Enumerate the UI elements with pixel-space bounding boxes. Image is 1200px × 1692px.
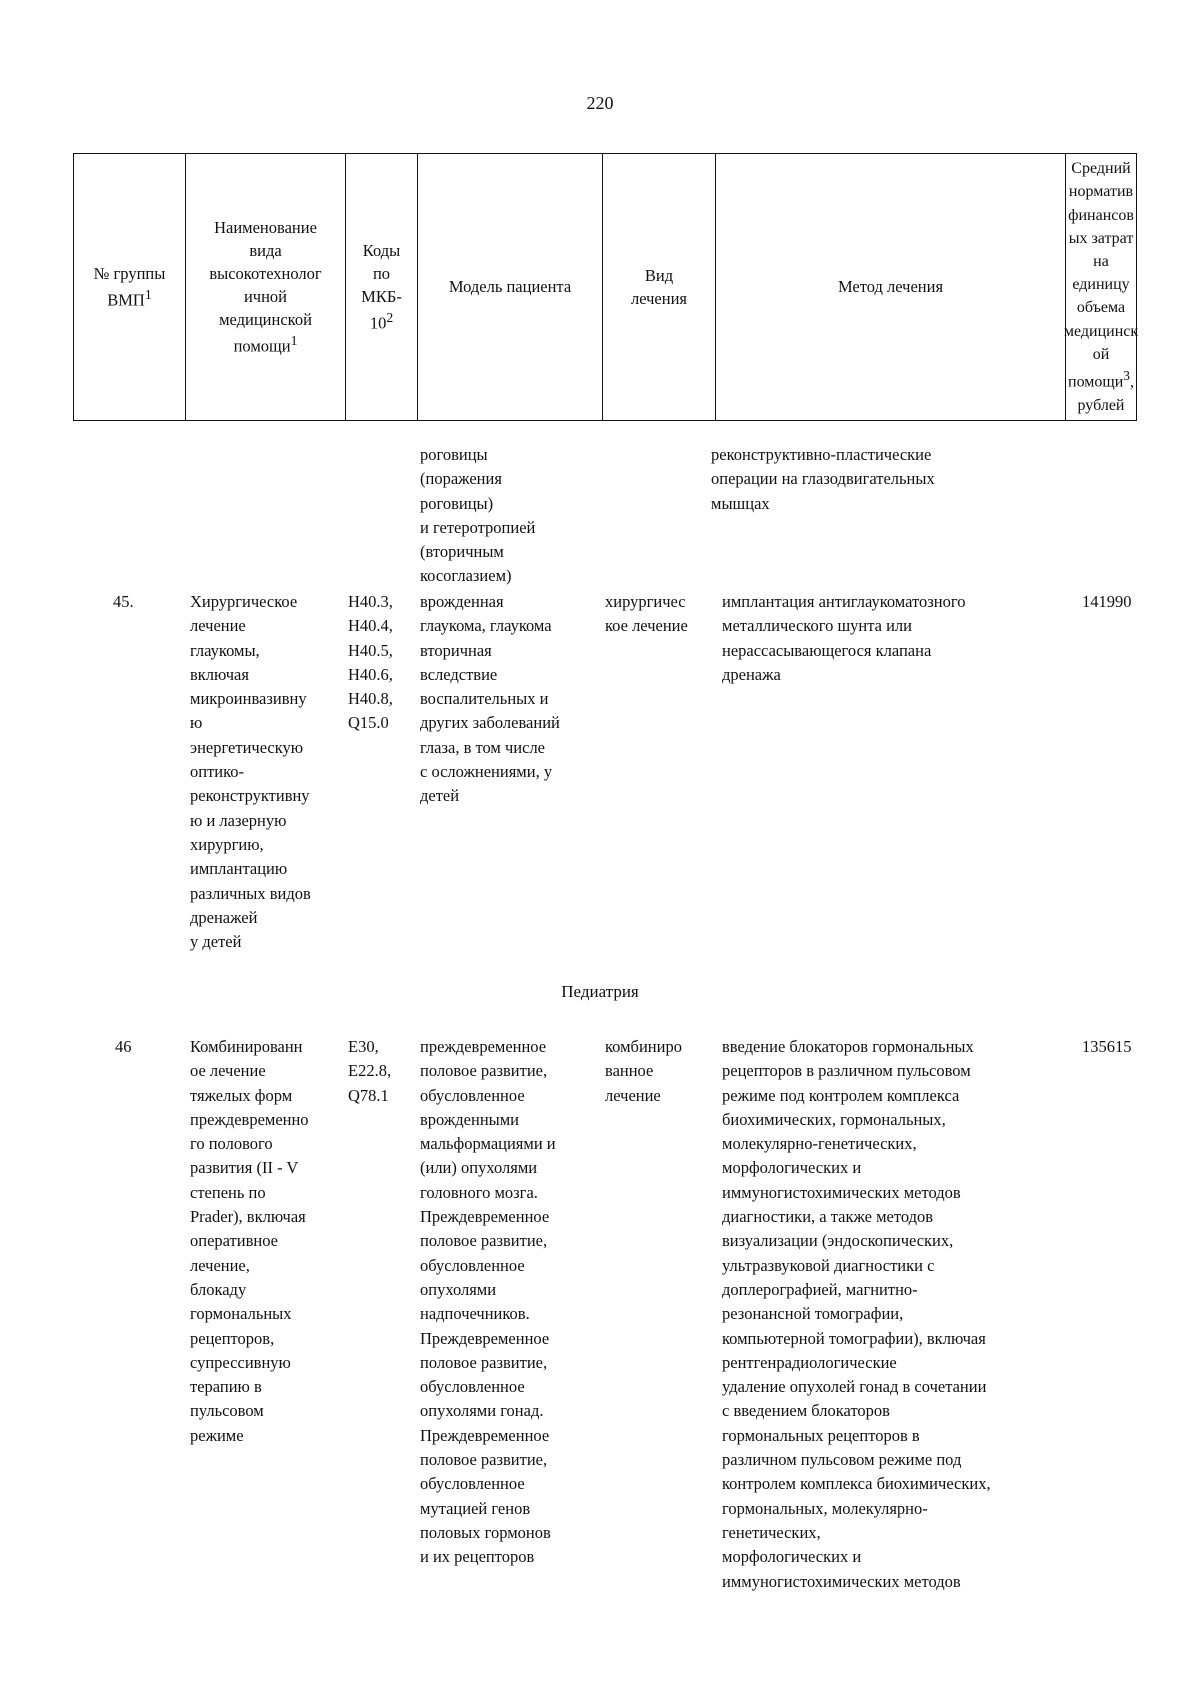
row-46-kind: комбиниро ванное лечение: [605, 1037, 682, 1105]
row-45-number: 45.: [113, 592, 134, 611]
continuation-method: реконструктивно-пластические операции на глазодвигательных мышцах: [711, 445, 935, 513]
table-header: [73, 153, 1137, 421]
header-vmp-name: Наименование вида высокотехнолог ичной медицинской помощи$^1$: [185, 154, 345, 420]
row-46-cost: 135615: [1082, 1037, 1132, 1056]
row-46-model: преждевременное половое развитие, обусловленное врожденными мальформациями и (или) опухолями головного мозга. Преждевременное половое развитие, обусловленное опухолями надпочечников. Преждевременное половое развитие, обусловленное опухолями гонад. Преждевременное половое развитие, обусловленное мутацией генов половых гормонов и их рецепторов: [420, 1037, 556, 1567]
header-treatment-type: Вид лечения: [602, 154, 715, 420]
continuation-model: роговицы (поражения роговицы) и гетеротропией (вторичным косоглазием): [420, 445, 536, 586]
header-average-cost: Средний норматив финансов ых затрат на единицу объема медицинск ой помощи$^3$, рублей: [1065, 154, 1136, 420]
row-45-cost: 141990: [1082, 592, 1132, 611]
row-46-method: введение блокаторов гормональных рецепторов в различном пульсовом режиме под контролем комплекса биохимических, гормональных, молекулярно-генетических, морфологических и иммуногистохимических методов диагностики, а также методов визуализации (эндоскопических, ультразвуковой диагностики с доплерографией, магнитно- резонансной томографии, компьютерной томографии), включая рентгенрадиологические удаление опухолей гонад в сочетании с введением блокаторов гормональных рецепторов в различном пульсовом режиме под контролем комплекса биохимических, гормональных, молекулярно- генетических, морфологических и иммуногистохимических методов: [722, 1037, 991, 1591]
row-46-name: Комбинированн ое лечение тяжелых форм преждевременно го полового развития (II - V степень по Prader), включая оперативное лечение, блокаду гормональных рецепторов, супрессивную терапию в пульсовом режиме: [190, 1037, 309, 1445]
row-45-model: врожденная глаукома, глаукома вторичная вследствие воспалительных и других заболеваний глаза, в том числе с осложнениями, у детей: [420, 592, 560, 806]
row-45-codes: H40.3, H40.4, H40.5, H40.6, H40.8, Q15.0: [348, 592, 393, 733]
header-icd-codes: Коды по МКБ- $10^2$: [345, 154, 417, 420]
page-number: 220: [586, 93, 614, 113]
section-title: Педиатрия: [561, 982, 639, 1001]
header-group-number: № группы ВМП$^1$: [93, 264, 166, 310]
row-45-name: Хирургическое лечение глаукомы, включая микроинвазивну ю энергетическую оптико- реконструктивну ю и лазерную хирургию, имплантацию различных видов дренажей у детей: [190, 592, 311, 952]
row-45-method: имплантация антиглаукоматозного металлического шунта или нерассасывающегося клапана дренажа: [722, 592, 966, 684]
row-45-kind: хирургичес кое лечение: [605, 592, 688, 636]
row-46-number: 46: [115, 1037, 132, 1056]
header-treatment-method: Метод лечения: [715, 154, 1065, 420]
row-46-codes: E30, E22.8, Q78.1: [348, 1037, 392, 1105]
header-patient-model: Модель пациента: [417, 154, 602, 420]
